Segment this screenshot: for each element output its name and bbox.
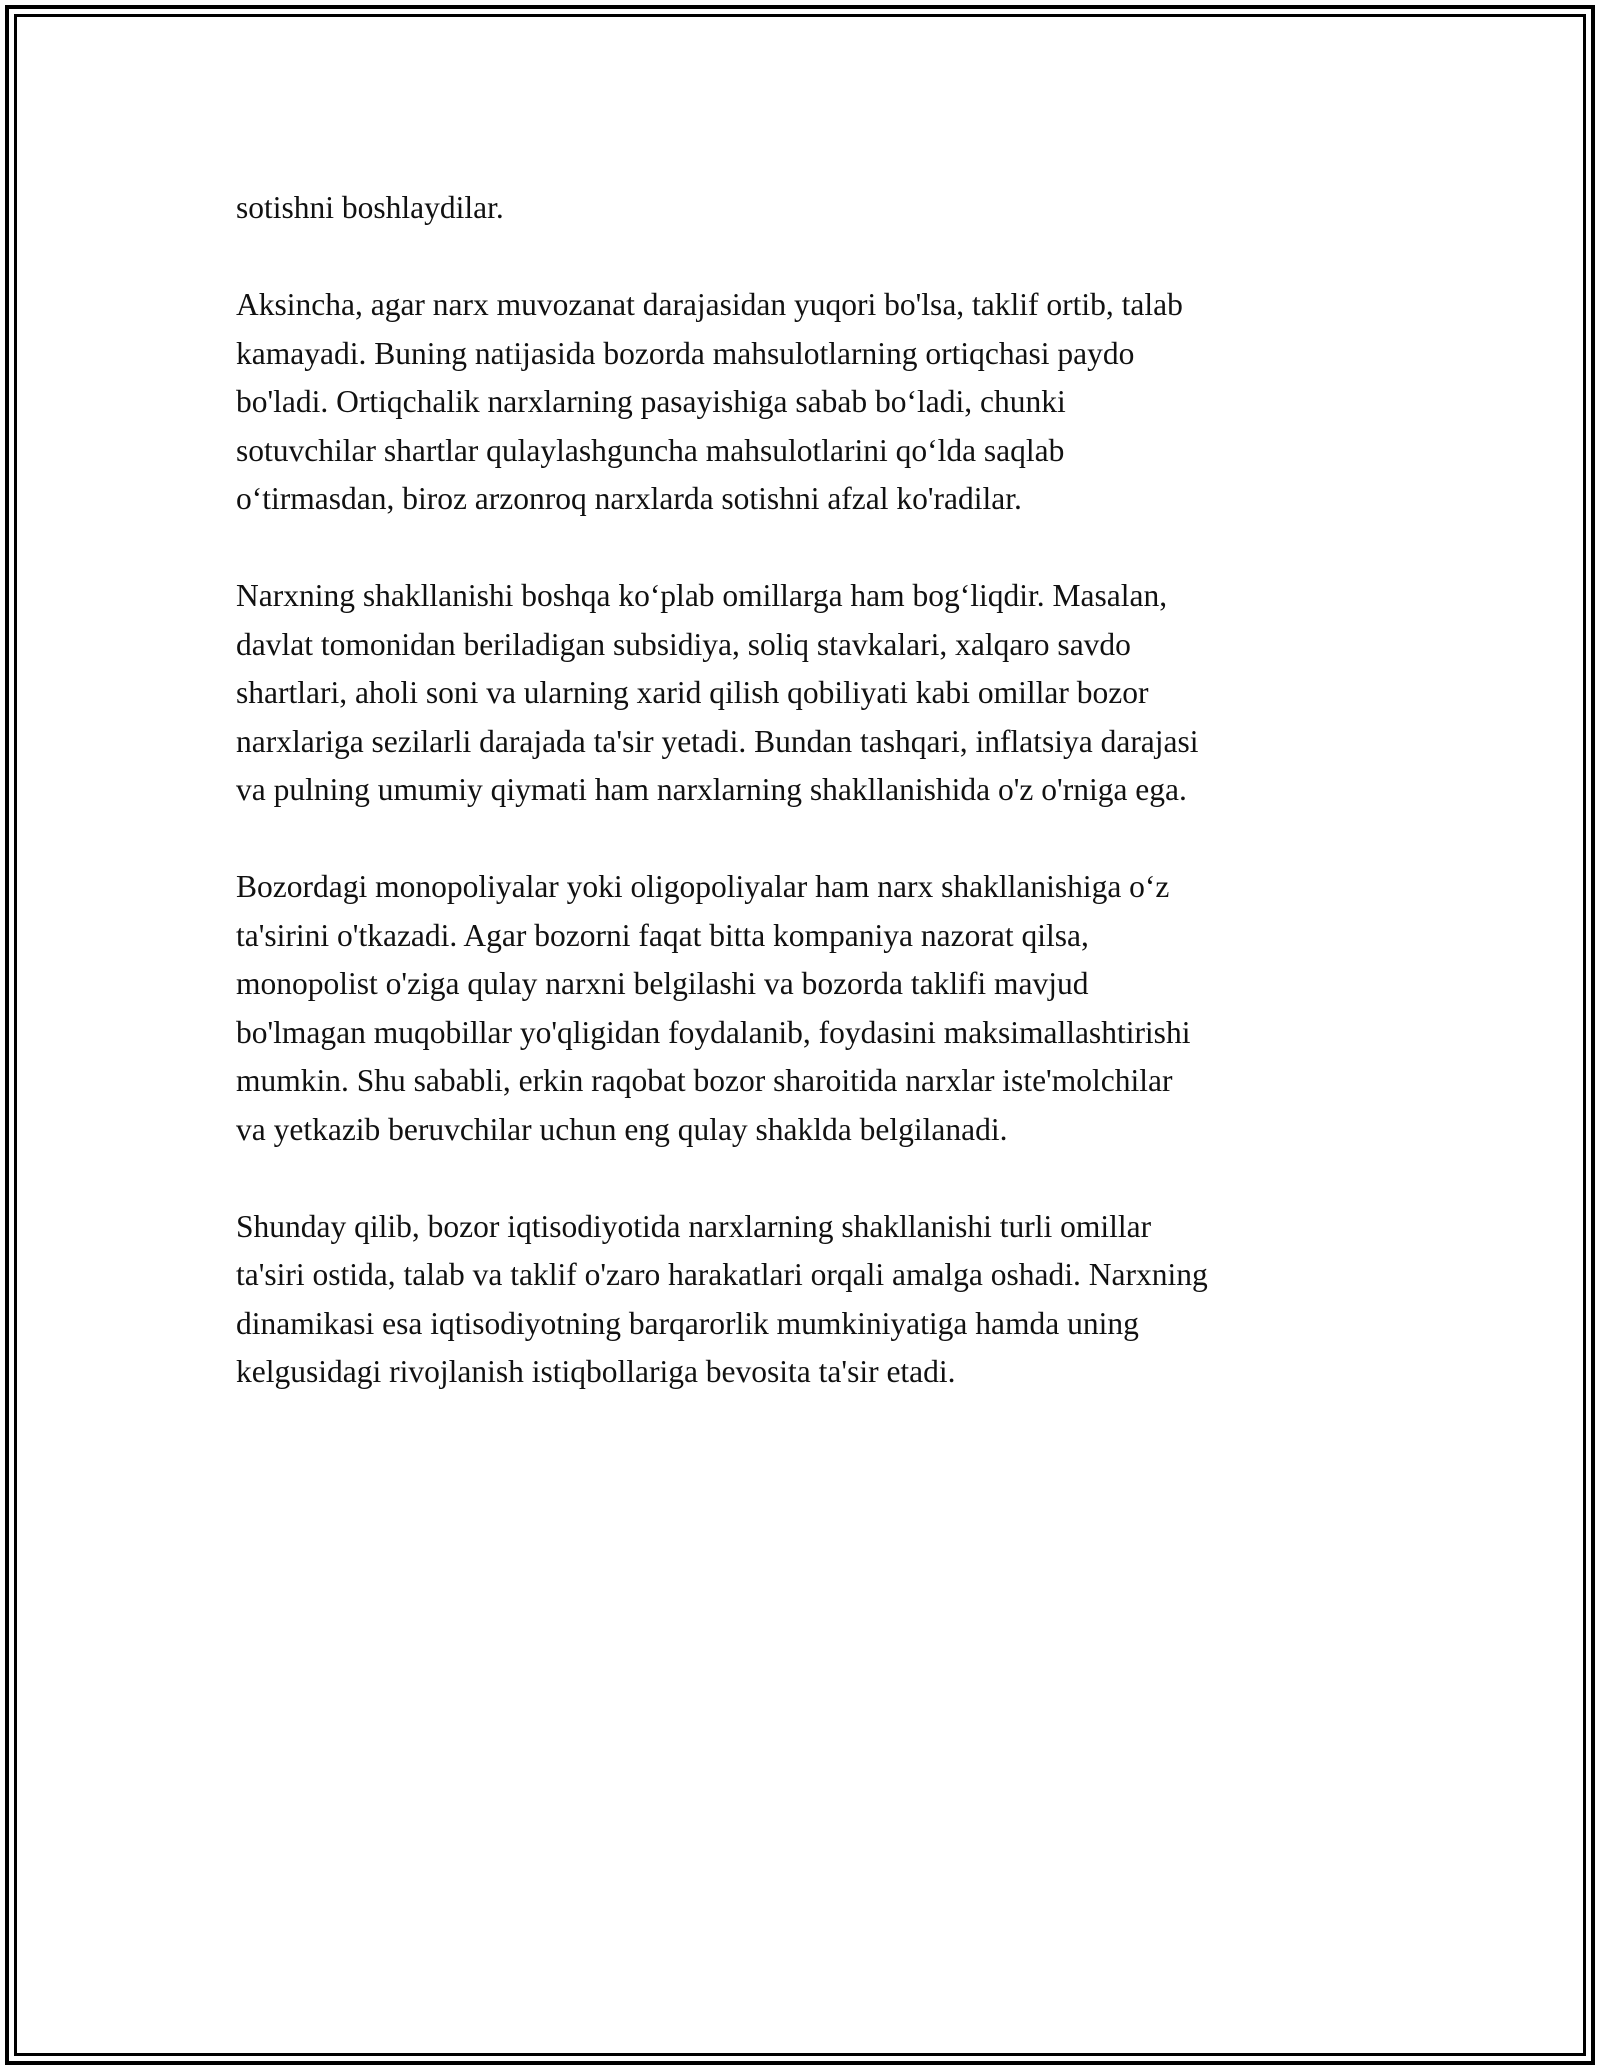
document-body	[236, 184, 1396, 1445]
paragraph-2: Aksincha, agar narx muvozanat darajasidan yuqori bo'lsa, taklif ortib, talab kamayadi. Buning natijasida bozorda mahsulotlarning ortiqchasi paydo bo'ladi. Ortiqchalik narxlarning pasayishiga sabab bo‘ladi, chunki sotuvchilar shartlar qulaylashguncha mahsulotlarini qo‘lda saqlab o‘tirmasdan, biroz arzonroq narxlarda sotishni afzal ko'radilar.	[236, 287, 1183, 516]
paragraph-1: sotishni boshlaydilar.	[236, 190, 504, 225]
paragraph-5: Shunday qilib, bozor iqtisodiyotida narxlarning shakllanishi turli omillar ta'siri ostida, talab va taklif o'zaro harakatlari orqali amalga oshadi. Narxning dinamikasi esa iqtisodiyotning barqarorlik mumkiniyatiga hamda uning kelgusidagi rivojlanish istiqbollariga bevosita ta'sir etadi.	[236, 1208, 1208, 1389]
paragraph-4: Bozordagi monopoliyalar yoki oligopoliyalar ham narx shakllanishiga o‘z ta'sirini o'tkazadi. Agar bozorni faqat bitta kompaniya nazorat qilsa, monopolist o'ziga qulay narxni belgilashi va bozorda taklifi mavjud bo'lmagan muqobillar yo'qligidan foydalanib, foydasini maksimallashtirishi mumkin. Shu sababli, erkin raqobat bozor sharoitida narxlar iste'molchilar va yetkazib beruvchilar uchun eng qulay shaklda belgilanadi.	[236, 869, 1191, 1147]
paragraph-3: Narxning shakllanishi boshqa ko‘plab omillarga ham bog‘liqdir. Masalan, davlat tomonidan beriladigan subsidiya, soliq stavkalari, xalqaro savdo shartlari, aholi soni va ularning xarid qilish qobiliyati kabi omillar bozor narxlariga sezilarli darajada ta'sir yetadi. Bundan tashqari, inflatsiya darajasi va pulning umumiy qiymati ham narxlarning shakllanishida o'z o'rniga ega.	[236, 578, 1199, 807]
